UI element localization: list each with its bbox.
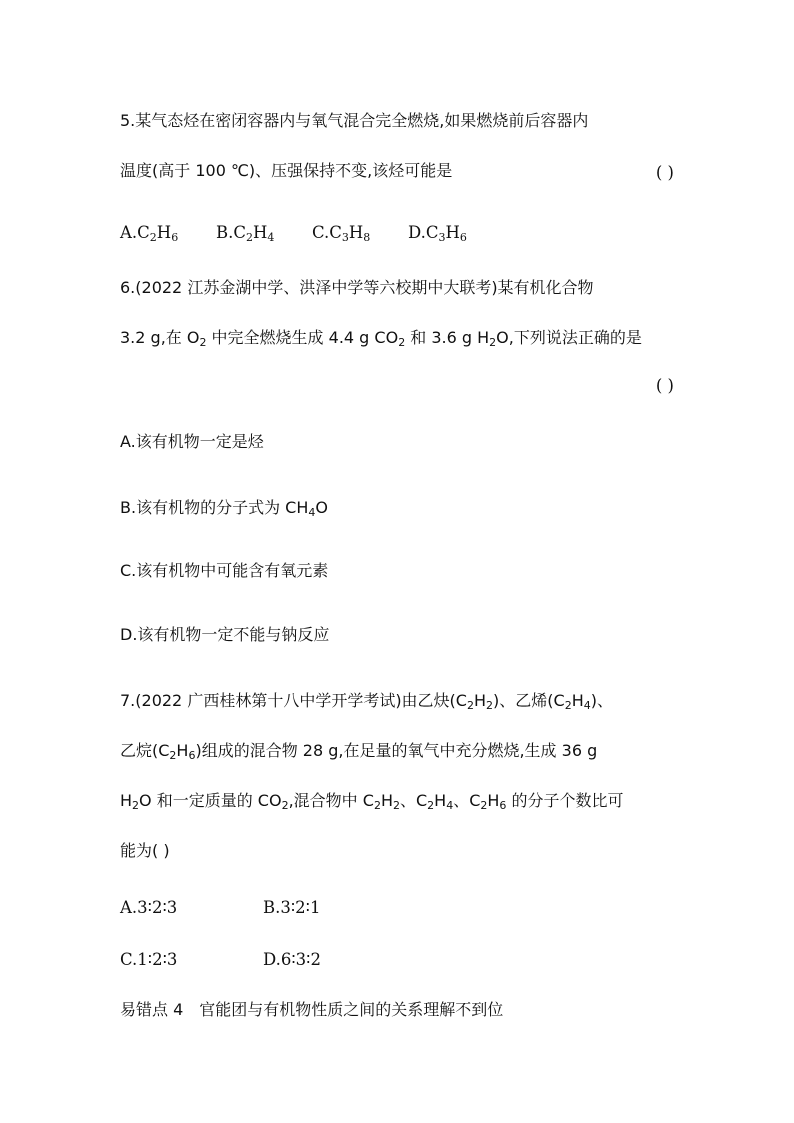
q5-options	[120, 222, 467, 244]
q5-option-c: $C.C_3H_8$	[312, 223, 371, 244]
q6-option-a: A.该有机物一定是烃	[120, 432, 264, 451]
q7-stem-line4: 能为( )	[120, 841, 170, 860]
q6-answer-blank: ( )	[655, 376, 674, 395]
q7-option-c: C.1∶2∶3	[120, 950, 178, 969]
q7-stem-line3: $H_2O$ 和一定质量的 $CO_2$,混合物中 $C_2H_2$、$C_2H_4$、$C_2H_6$ 的分子个数比可	[120, 791, 624, 812]
q5-answer-blank: ( )	[655, 163, 674, 182]
q6-option-c: C.该有机物中可能含有氧元素	[120, 561, 329, 580]
q5-stem-line1: 5.某气态烃在密闭容器内与氧气混合完全燃烧,如果燃烧前后容器内	[120, 111, 589, 130]
q6-option-d: D.该有机物一定不能与钠反应	[120, 625, 330, 644]
section-heading: 易错点 4 官能团与有机物性质之间的关系理解不到位	[120, 1000, 504, 1019]
q5-option-d: $D.C_3H_6$	[408, 223, 467, 244]
q6-stem-line1: 6.(2022 江苏金湖中学、洪泽中学等六校期中大联考)某有机化合物	[120, 278, 594, 297]
q5-option-b: $B.C_2H_4$	[216, 223, 275, 244]
q6-option-b: B.该有机物的分子式为 $CH_4O$	[120, 498, 328, 519]
q7-stem-line1: 7.(2022 广西桂林第十八中学开学考试)由乙炔$(C_2H_2)$、乙烯$(C_2H_4)$、	[120, 691, 613, 712]
q7-options-row2	[120, 949, 321, 971]
q7-option-b: B.3∶2∶1	[263, 898, 321, 917]
q7-option-d: D.6∶3∶2	[263, 950, 321, 969]
q7-stem-line2: 乙烷$(C_2H_6)$组成的混合物 28 g,在足量的氧气中充分燃烧,生成 36 g	[120, 741, 598, 762]
q5-option-a: $A.C_2H_6$	[120, 223, 179, 244]
q7-option-a: A.3∶2∶3	[120, 898, 178, 917]
q6-stem-line2: 3.2 g,在 $O_2$ 中完全燃烧生成 4.4 g $CO_2$ 和 3.6 g $H_2O$,下列说法正确的是	[120, 328, 642, 349]
q7-options-row1	[120, 897, 320, 919]
q5-stem-line2: 温度(高于 100 ℃)、压强保持不变,该烃可能是	[120, 161, 453, 180]
